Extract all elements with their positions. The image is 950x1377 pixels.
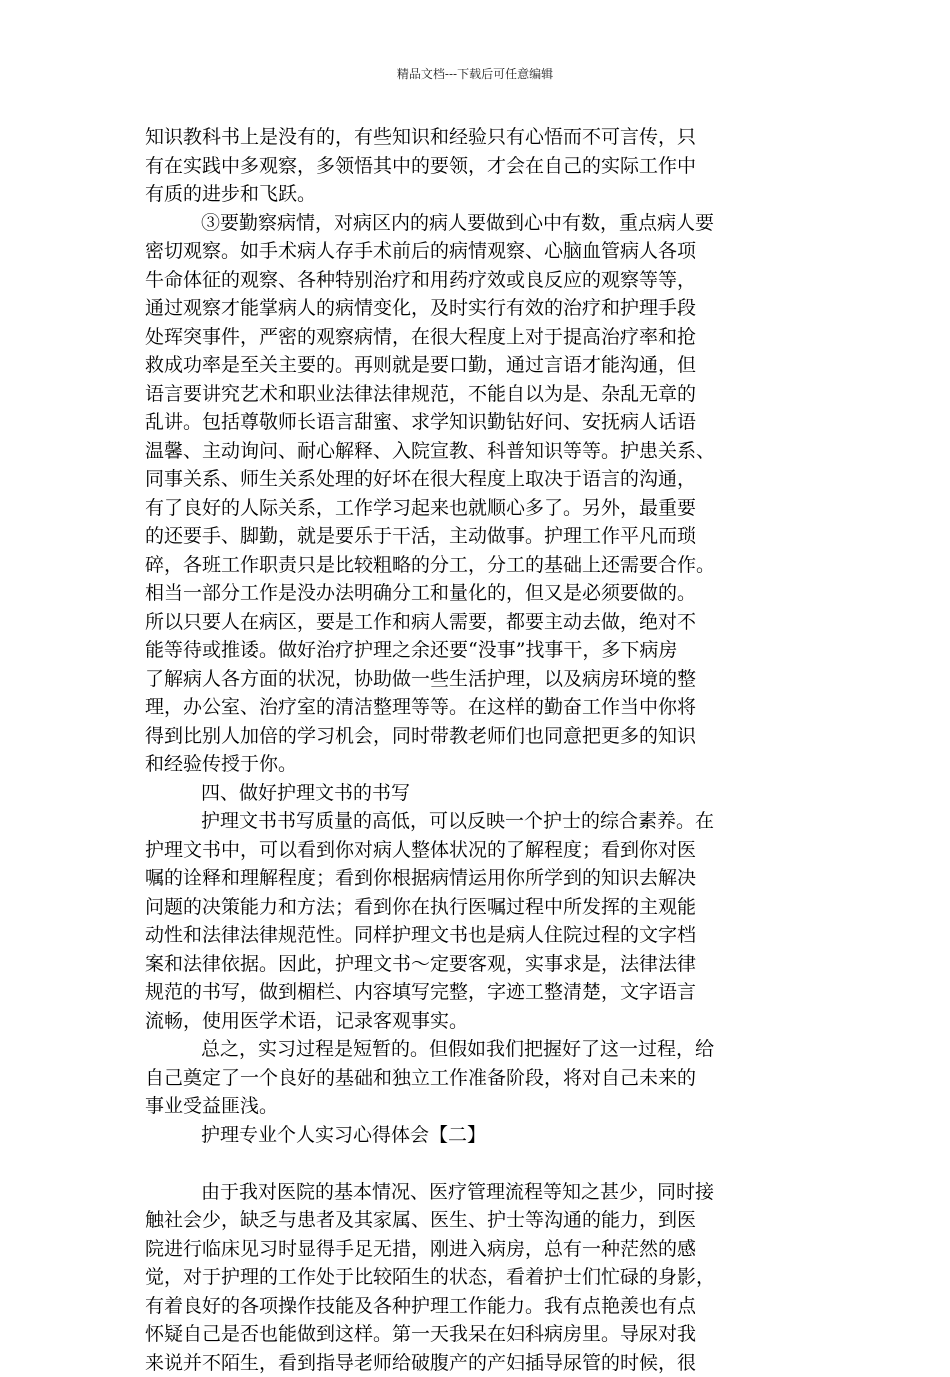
text-line: 事业受益匪浅。 [145, 1092, 825, 1121]
text-line: 处珲突事件，严密的观察病情，在很大程度上对于提高治疗率和抢 [145, 323, 825, 352]
text-line: 怀疑自己是否也能做到这样。第一天我呆在妇科病房里。导尿对我 [145, 1320, 825, 1349]
text-line: 嘱的诠释和理解程度；看到你根据病情运用你所学到的知识去解决 [145, 864, 825, 893]
text-line: 有质的进步和飞跃。 [145, 180, 825, 209]
text-line: 总之，实习过程是短暂的。但假如我们把握好了这一过程，给 [145, 1035, 825, 1064]
text-line: 护理文书书写质量的高低，可以反映一个护士的综合素养。在 [145, 807, 825, 836]
text-line: 院进行临床见习时显得手足无措，刚进入病房，总有一种茫然的感 [145, 1235, 825, 1264]
text-line: 觉，对于护理的工作处于比较陌生的状态，看着护士们忙碌的身影， [145, 1263, 825, 1292]
text-line: 动性和法律法律规范性。同样护理文书也是病人住院过程的文字档 [145, 921, 825, 950]
text-line: 有着良好的各项操作技能及各种护理工作能力。我有点艳羡也有点 [145, 1292, 825, 1321]
text-line: 相当一部分工作是没办法明确分工和量化的，但又是必须要做的。 [145, 579, 825, 608]
text-line: ③要勤察病情，对病区内的病人要做到心中有数，重点病人要 [145, 209, 825, 238]
text-line: 密切观察。如手术病人存手术前后的病情观察、心脑血管病人各项 [145, 237, 825, 266]
text-line: 乱讲。包括尊敬师长语言甜蜜、求学知识勤钻好问、安抚病人话语 [145, 408, 825, 437]
text-line: 救成功率是至关主要的。再则就是要口勤，通过言语才能沟通，但 [145, 351, 825, 380]
text-line: 通过观察才能掌病人的病情变化，及时实行有效的治疗和护理手段 [145, 294, 825, 323]
text-line: 和经验传授于你。 [145, 750, 825, 779]
text-line: 的还要手、脚勤，就是要乐于干活，主动做事。护理工作平凡而琐 [145, 522, 825, 551]
text-line: 同事关系、师生关系处理的好坏在很大程度上取决于语言的沟通， [145, 465, 825, 494]
text-line: 温馨、主动询问、耐心解释、入院宣教、科普知识等等。护患关系、 [145, 437, 825, 466]
running-header: 精品文档---下载后可任意编辑 [0, 66, 950, 82]
text-line: 来说并不陌生，看到指导老师给破腹产的产妇插导尿管的时候，很 [145, 1349, 825, 1377]
text-line: 碎，各班工作职责只是比较粗略的分工，分工的基础上还需要合作。 [145, 551, 825, 580]
text-line: 知识教科书上是没有的，有些知识和经验只有心悟而不可言传，只 [145, 123, 825, 152]
blank-line [145, 1149, 825, 1178]
text-line: 触社会少，缺乏与患者及其家属、医生、护士等沟通的能力，到医 [145, 1206, 825, 1235]
text-line: 问题的决策能力和方法；看到你在执行医嘱过程中所发挥的主观能 [145, 893, 825, 922]
text-line: 所以只要人在病区，要是工作和病人需要，都要主动去做，绝对不 [145, 608, 825, 637]
text-line: 得到比别人加倍的学习机会，同时带教老师们也同意把更多的知识 [145, 722, 825, 751]
text-line: 护理专业个人实习心得体会【二】 [145, 1121, 825, 1150]
text-line: 规范的书写，做到楣栏、内容填写完整，字迹工整清楚，文字语言 [145, 978, 825, 1007]
text-line: 流畅，使用医学术语，记录客观事实。 [145, 1007, 825, 1036]
text-line: 护理文书中，可以看到你对病人整体状况的了解程度；看到你对医 [145, 836, 825, 865]
text-line: 牛命体征的观察、各种特别治疗和用药疗效或良反应的观察等等， [145, 266, 825, 295]
text-line: 有在实践中多观察，多领悟其中的要领，才会在自己的实际工作中 [145, 152, 825, 181]
text-line: 由于我对医院的基本情况、医疗管理流程等知之甚少，同时接 [145, 1178, 825, 1207]
text-line: 理，办公室、治疗室的清洁整理等等。在这样的勤奋工作当中你将 [145, 693, 825, 722]
text-line: 自己奠定了一个良好的基础和独立工作准备阶段，将对自己未来的 [145, 1064, 825, 1093]
document-body [145, 123, 825, 1377]
text-line: 案和法律依据。因此，护理文书～定要客观，实事求是，法律法律 [145, 950, 825, 979]
text-line: 能等待或推诿。做好治疗护理之余还要“没事”找事干，多下病房 [145, 636, 825, 665]
text-line: 语言要讲究艺术和职业法律法律规范，不能自以为是、杂乱无章的 [145, 380, 825, 409]
text-line: 四、做好护理文书的书写 [145, 779, 825, 808]
text-line: 有了良好的人际关系，工作学习起来也就顺心多了。另外，最重要 [145, 494, 825, 523]
text-line: 了解病人各方面的状况，协助做一些生活护理，以及病房环境的整 [145, 665, 825, 694]
